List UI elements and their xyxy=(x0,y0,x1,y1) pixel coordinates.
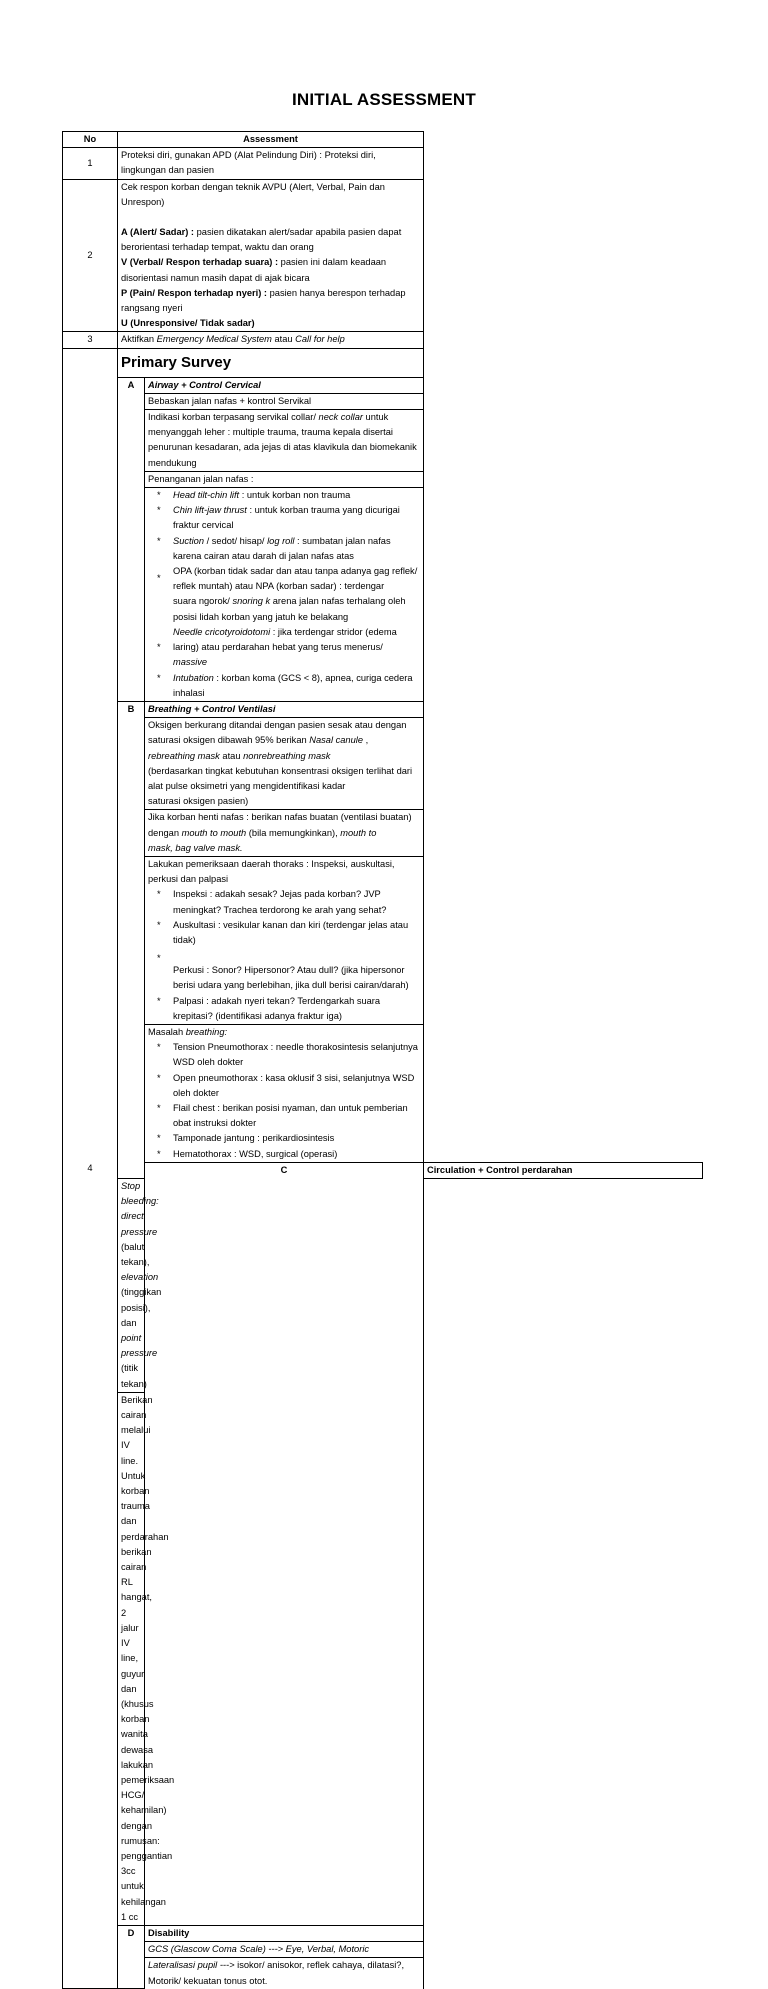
table-row xyxy=(63,179,703,332)
bullet-icon: * xyxy=(157,1133,161,1144)
header-no: No xyxy=(63,132,118,148)
bullet-icon: * xyxy=(157,953,161,964)
row-number: 3 xyxy=(63,332,118,348)
page-title: INITIAL ASSESSMENT xyxy=(291,90,476,109)
bullet-icon: * xyxy=(157,1072,161,1083)
primary-survey-heading: Primary Survey xyxy=(118,348,424,377)
avpu-verbal: V (Verbal/ Respon terhadap suara) : pasien ini dalam keadaan disorientasi namun masih dapat di ajak bicara xyxy=(121,257,387,283)
bullet-icon: * xyxy=(157,1102,161,1113)
bullet-icon: * xyxy=(157,889,161,900)
bullet-icon: * xyxy=(157,573,161,584)
section-heading: Disability xyxy=(145,1925,424,1941)
bullet-icon: * xyxy=(157,1042,161,1053)
bullet-icon: * xyxy=(157,490,161,501)
table-header-row xyxy=(63,132,703,148)
airway-p2: Indikasi korban terpasang servikal collar/ neck collar untuk menyanggah leher : multiple trauma, trauma kepala disertai penurunan kesadaran, ada jejas di atas klavikula dan biomekanik mendukung xyxy=(145,410,424,472)
section-a-heading-row xyxy=(63,377,703,393)
section-heading: Breathing + Control Ventilasi xyxy=(145,701,424,717)
bullet-icon: * xyxy=(157,1148,161,1159)
section-letter-c: C xyxy=(145,1162,424,1925)
bullet-icon: * xyxy=(157,535,161,546)
airway-p3: Penanganan jalan nafas : xyxy=(145,471,424,487)
circulation-stop-bleeding: Stop bleeding: direct pressure (balut tekan), elevation (tinggikan posisi), dan point pressure (titik tekan) xyxy=(118,1179,145,1393)
avpu-cell xyxy=(118,179,424,332)
circulation-fluids: Berikan cairan melalui IV line. Untuk korban trauma dan perdarahan berikan cairan RL hangat, 2 jalur IV line, guyur dan (khusus korban wanita dewasa lakukan pemeriksaan HCG/ kehamilan) dengan rumusan: penggantian 3cc untuk kehilangan 1 cc xyxy=(118,1392,145,1925)
airway-p1: Bebaskan jalan nafas + kontrol Servikal xyxy=(145,393,424,409)
breathing-problems: Masalah breathing: * Tension Pneumothorax : needle thorakosintesis selanjutnya WSD oleh dokter * Open pneumothorax : kasa oklusif 3 sisi, selanjutnya WSD oleh dokter * Flail chest : berikan posisi nyaman, dan untuk pemberian obat instruksi dokter * Tamponade jantung : perikardiosintesis * Hematothorax : WSD, surgical (operasi) xyxy=(145,1024,424,1162)
breathing-exam: Lakukan pemeriksaan daerah thoraks : Inspeksi, auskultasi, perkusi dan palpasi * Inspeksi : adakah sesak? Jejas pada korban? JVP meningkat? Trachea terdorong ke arah yang sehat? * Auskultasi : vesikular kanan dan kiri (terdengar jelas atau tidak) * Perkusi : Sonor? Hipersonor? Atau dull? (jika hipersonor berisi udara yang berlebihan, jika dull berisi cairan/darah) * Palpasi : adakah nyeri tekan? Terdengarkah suara krepitasi? (identifikasi adanya fraktur iga) xyxy=(145,856,424,1024)
bullet-icon: * xyxy=(157,641,161,652)
header-assessment: Assessment xyxy=(118,132,424,148)
avpu-intro: Cek respon korban dengan teknik AVPU (Alert, Verbal, Pain dan Unrespon) xyxy=(121,181,385,207)
airway-bullets: * Head tilt-chin lift : untuk korban non trauma * Chin lift-jaw thrust : untuk korban trauma yang dicurigai fraktur cervical * Suction / sedot/ hisap/ log roll : sumbatan jalan nafas karena cairan atau darah di jalan nafas atas * OPA (korban tidak sadar dan atau tanpa adanya gag reflek/ reflek muntah) atau NPA (korban sadar) : terdengar suara ngorok/ snoring k arena jalan nafas terhalang oleh posisi lidah korban yang jatuh ke belakang * Needle cricotyroidotomi : jika terdengar stridor (edema laring) atau perdarahan hebat yang terus menerus/ massive * Intubation : korban koma (GCS < 8), apnea, curiga cedera inhalasi xyxy=(145,488,424,702)
bullet-icon: * xyxy=(157,672,161,683)
row-number: 4 xyxy=(63,348,118,1989)
disability-lateralisasi: Lateralisasi pupil ---> isokor/ anisokor, reflek cahaya, dilatasi?, Motorik/ kekuatan tonus otot. xyxy=(145,1958,424,1989)
avpu-unresponsive: U (Unresponsive/ Tidak sadar) xyxy=(121,318,255,329)
table-row xyxy=(63,148,703,179)
avpu-pain: P (Pain/ Respon terhadap nyeri) : pasien hanya berespon terhadap rangsang nyeri xyxy=(121,287,406,314)
breathing-p2: Jika korban henti nafas : berikan nafas buatan (ventilasi buatan) dengan mouth to mouth (bila memungkinkan), mouth to mask, bag valve mask. xyxy=(145,810,424,857)
section-heading: Airway + Control Cervical xyxy=(145,377,424,393)
row-number: 1 xyxy=(63,148,118,179)
breathing-p1: Oksigen berkurang ditandai dengan pasien sesak atau dengan saturasi oksigen dibawah 95% berikan Nasal canule , rebreathing mask atau nonrebreathing mask (berdasarkan tingkat kebutuhan konsentrasi oksigen terlihat dari alat pulse oksimetri yang mengidentifikasi kadar saturasi oksigen pasien) xyxy=(145,718,424,810)
bullet-icon: * xyxy=(157,995,161,1006)
row-number: 2 xyxy=(63,179,118,332)
section-letter-d: D xyxy=(118,1925,145,1988)
bullet-icon: * xyxy=(157,919,161,930)
section-letter-b: B xyxy=(118,701,145,1178)
row-text: Proteksi diri, gunakan APD (Alat Pelindung Diri) : Proteksi diri, lingkungan dan pasien xyxy=(118,148,424,179)
section-letter-a: A xyxy=(118,377,145,701)
section-heading: Circulation + Control perdarahan xyxy=(424,1162,703,1178)
disability-gcs: GCS (Glascow Coma Scale) ---> Eye, Verbal, Motoric xyxy=(145,1942,424,1958)
assessment-table xyxy=(62,131,703,1989)
row-text: Aktifkan Emergency Medical System atau Call for help xyxy=(118,332,424,348)
table-row xyxy=(63,332,703,348)
table-row xyxy=(63,348,703,377)
bullet-icon: * xyxy=(157,505,161,516)
avpu-alert: A (Alert/ Sadar) : pasien dikatakan alert/sadar apabila pasien dapat berorientasi terhadap tempat, waktu dan orang xyxy=(121,227,402,253)
